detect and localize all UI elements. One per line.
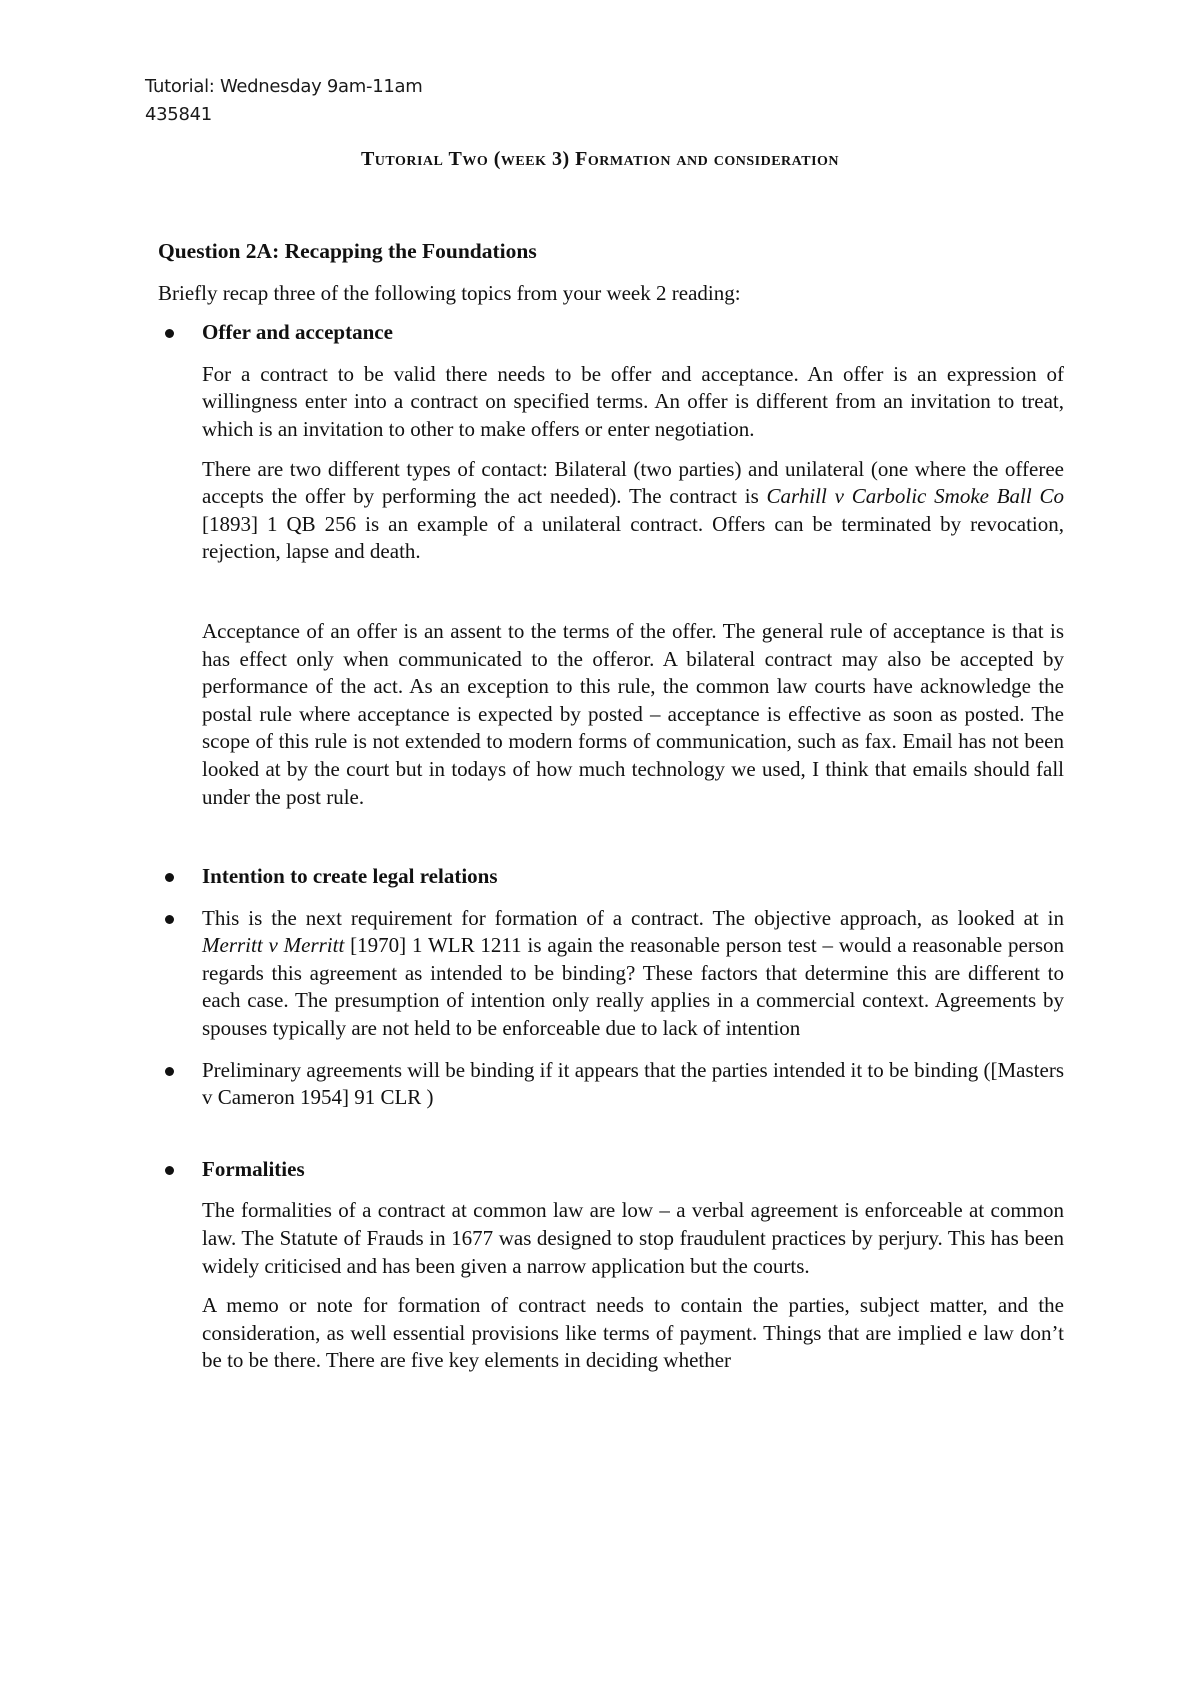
intention-bullet-1 xyxy=(158,905,1064,1043)
spacer xyxy=(158,823,1064,863)
offer-p2-case: Carhill v Carbolic Smoke Ball Co xyxy=(766,484,1064,509)
intention-heading: Intention to create legal relations xyxy=(158,863,1064,891)
intention-b1-end: [1970] 1 WLR 1211 is again the reasonable person test – would a reasonable person regards this agreement as intended to be binding? These factors that determine this are different to each case. The presumption of intention only really applies in a commercial context. Agreements by spouses typically are not held to be enforceable due to lack of intention xyxy=(202,933,1064,1041)
offer-p2-end: [1893] 1 QB 256 is an example of a unilateral contract. Offers can be terminated by revocation, rejection, lapse and death. xyxy=(202,511,1064,564)
offer-p2-start: There are two different types of contact: Bilateral (two parties) and unilateral (one where the offeree accepts the offer by performing the act needed). The contract is xyxy=(202,456,1064,509)
question-intro: Briefly recap three of the following topics from your week 2 reading: xyxy=(158,280,741,305)
document-body xyxy=(158,238,1064,1387)
offer-paragraph-2 xyxy=(202,456,1064,566)
acceptance-paragraph: Acceptance of an offer is an assent to the terms of the offer. The general rule of acceptance is that is has effect only when communicated to the offeror. A bilateral contract may also be accepted by performance of the act. As an exception to this rule, the common law courts have acknowledge the postal rule where acceptance is expected by posted – acceptance is effective as soon as posted. The scope of this rule is not extended to modern forms of communication, such as fax. Email has not been looked at by the court but in todays of how much technology we used, I think that emails should fall under the post rule. xyxy=(202,618,1064,809)
formalities-paragraph-1: The formalities of a contract at common law are low – a verbal agreement is enforceable at common law. The Statute of Frauds in 1677 was designed to stop fraudulent practices by perjury. This has been widely criticised and has been given a narrow application but the courts. xyxy=(202,1198,1064,1278)
formalities-paragraph-2: A memo or note for formation of contract needs to contain the parties, subject matter, and the consideration, as well essential provisions like terms of payment. Things that are implied e law don’t be to be there. There are five key elements in deciding whether xyxy=(202,1293,1064,1373)
spacer xyxy=(158,578,1064,618)
question-heading: Question 2A: Recapping the Foundations xyxy=(158,239,537,263)
offer-paragraph-1: For a contract to be valid there needs to be offer and acceptance. An offer is an expression of willingness enter into a contract on specified terms. An offer is different from an invitation to treat, which is an invitation to other to make offers or enter negotiation. xyxy=(202,361,1064,441)
offer-acceptance-heading: Offer and acceptance xyxy=(158,319,1064,347)
student-id: 435841 xyxy=(145,104,212,125)
intention-b1-case: Merritt v Merritt xyxy=(202,933,345,958)
intention-bullet-2: Preliminary agreements will be binding if it appears that the parties intended it to be binding ([Masters v Cameron 1954] 91 CLR ) xyxy=(158,1057,1064,1112)
tutorial-time: Tutorial: Wednesday 9am-11am xyxy=(145,76,423,97)
formalities-heading: Formalities xyxy=(158,1156,1064,1184)
intention-b1-start: This is the next requirement for formation of a contract. The objective approach, as looked at in xyxy=(202,905,1064,930)
page-title: Tutorial Two (week 3) Formation and consideration xyxy=(360,148,840,170)
spacer xyxy=(158,1126,1064,1156)
